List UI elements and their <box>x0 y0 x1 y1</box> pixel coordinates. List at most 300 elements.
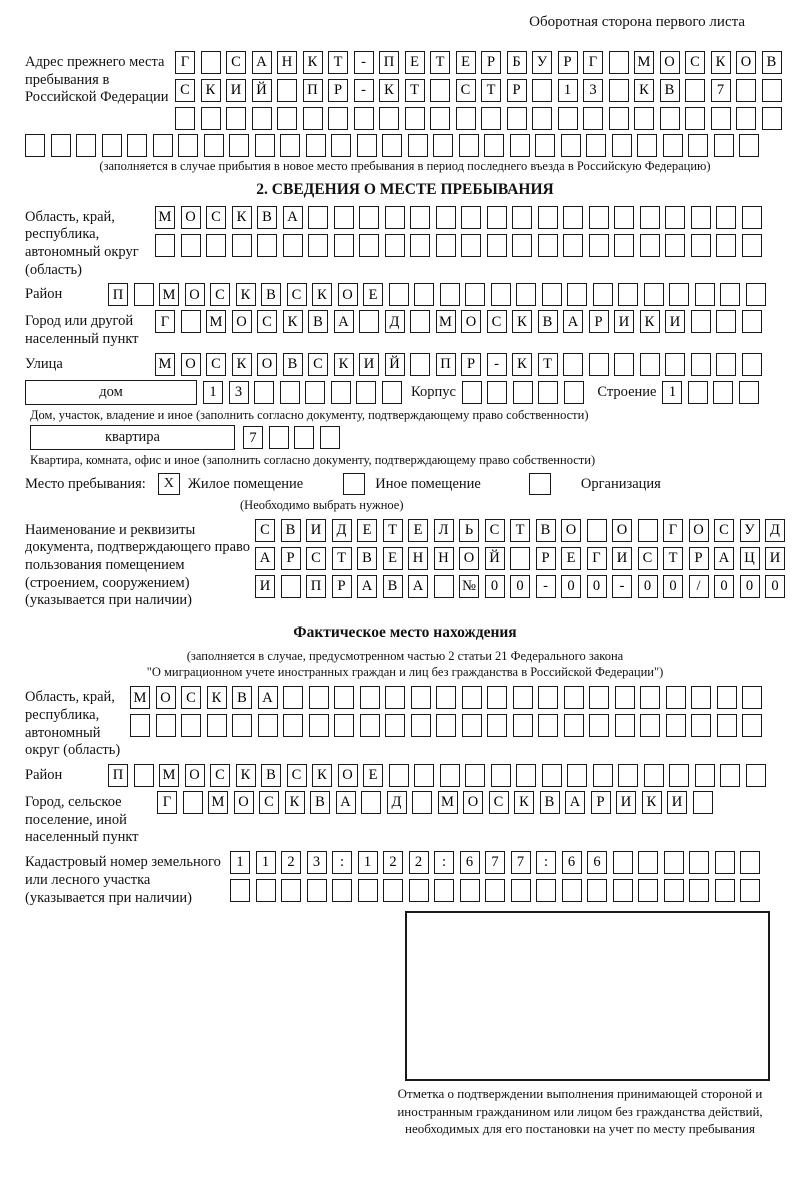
char-cell <box>746 764 766 787</box>
char-cell <box>359 234 379 257</box>
mesto-row <box>25 473 785 495</box>
char-cell: Е <box>405 51 425 74</box>
prev-address-row-3 <box>175 107 787 130</box>
char-cell <box>688 381 708 404</box>
char-cell: А <box>252 51 272 74</box>
prev-address-label: Адрес прежнего места пребывания в Российской Федерации <box>25 54 169 106</box>
char-cell <box>640 686 660 709</box>
char-cell: Р <box>558 51 578 74</box>
char-cell: С <box>210 283 230 306</box>
char-cell: В <box>257 206 277 229</box>
char-cell <box>538 206 558 229</box>
char-cell <box>762 79 782 102</box>
char-cell <box>510 547 530 570</box>
char-cell: Г <box>155 310 175 333</box>
char-cell: Р <box>461 353 481 376</box>
char-cell: Т <box>538 353 558 376</box>
char-cell <box>542 283 562 306</box>
char-cell <box>695 283 715 306</box>
char-cell: С <box>685 51 705 74</box>
char-cell: О <box>232 310 252 333</box>
char-cell: 6 <box>460 851 480 874</box>
char-cell <box>436 206 456 229</box>
stamp-box <box>405 911 770 1081</box>
char-cell: К <box>711 51 731 74</box>
char-cell <box>693 791 713 814</box>
char-cell <box>359 206 379 229</box>
char-cell <box>434 879 454 902</box>
char-cell <box>229 134 249 157</box>
char-cell <box>487 234 507 257</box>
char-cell <box>614 206 634 229</box>
char-cell <box>612 134 632 157</box>
dom-cells <box>203 381 407 404</box>
char-cell: И <box>616 791 636 814</box>
char-cell: Б <box>507 51 527 74</box>
char-cell <box>589 234 609 257</box>
char-cell: - <box>612 575 632 598</box>
char-cell: - <box>354 79 374 102</box>
char-cell <box>382 134 402 157</box>
char-cell: П <box>436 353 456 376</box>
char-cell: В <box>281 519 301 542</box>
field-doc <box>25 519 785 610</box>
prev-address-rows <box>175 51 787 130</box>
char-cell <box>409 879 429 902</box>
raion-row <box>108 283 771 306</box>
char-cell <box>638 519 658 542</box>
char-cell <box>640 234 660 257</box>
oblast-label: Область, край, республика, автономный округ (область) <box>25 208 139 278</box>
prev-address-note: (заполняется в случае прибытия в новое место пребывания в период последнего въезда в Российскую Федерацию) <box>99 159 711 173</box>
char-cell <box>481 107 501 130</box>
char-cell <box>665 353 685 376</box>
char-cell <box>328 107 348 130</box>
char-cell: М <box>634 51 654 74</box>
char-cell: : <box>332 851 352 874</box>
field-prev-address <box>25 51 785 130</box>
field-oblast <box>25 206 785 280</box>
char-cell: К <box>634 79 654 102</box>
char-cell <box>25 134 45 157</box>
char-cell <box>740 851 760 874</box>
char-cell: С <box>308 353 328 376</box>
char-cell: В <box>261 764 281 787</box>
char-cell <box>613 851 633 874</box>
char-cell <box>309 714 329 737</box>
checkbox-zhiloe: X <box>158 473 180 495</box>
char-cell <box>589 686 609 709</box>
option-inoe-label: Иное помещение <box>375 475 481 492</box>
char-cell <box>664 851 684 874</box>
char-cell: П <box>108 764 128 787</box>
char-cell <box>334 714 354 737</box>
char-cell: О <box>181 353 201 376</box>
char-cell: У <box>532 51 552 74</box>
char-cell: : <box>536 851 556 874</box>
char-cell <box>408 134 428 157</box>
char-cell <box>294 426 314 449</box>
char-cell: С <box>206 353 226 376</box>
char-cell: А <box>255 547 275 570</box>
char-cell: О <box>689 519 709 542</box>
char-cell: С <box>489 791 509 814</box>
char-cell: С <box>714 519 734 542</box>
char-cell <box>669 764 689 787</box>
char-cell <box>356 381 376 404</box>
char-cell <box>532 107 552 130</box>
char-cell <box>717 714 737 737</box>
char-cell: К <box>285 791 305 814</box>
char-cell <box>280 134 300 157</box>
char-cell <box>430 79 450 102</box>
char-cell: - <box>487 353 507 376</box>
char-cell: А <box>336 791 356 814</box>
char-cell <box>615 686 635 709</box>
char-cell <box>303 107 323 130</box>
char-cell <box>181 234 201 257</box>
char-cell <box>361 791 381 814</box>
char-cell <box>609 107 629 130</box>
fact-title: Фактическое место нахождения <box>293 624 517 642</box>
char-cell <box>618 283 638 306</box>
char-cell: 2 <box>409 851 429 874</box>
char-cell <box>695 764 715 787</box>
char-cell <box>510 134 530 157</box>
char-cell <box>644 764 664 787</box>
stamp-area <box>380 911 780 1138</box>
char-cell <box>491 283 511 306</box>
char-cell: 0 <box>740 575 760 598</box>
char-cell: - <box>354 51 374 74</box>
char-cell: П <box>108 283 128 306</box>
char-cell: С <box>287 283 307 306</box>
char-cell: К <box>312 764 332 787</box>
char-cell <box>593 764 613 787</box>
char-cell: И <box>255 575 275 598</box>
char-cell <box>516 283 536 306</box>
char-cell: Д <box>387 791 407 814</box>
char-cell <box>379 107 399 130</box>
gorod-label: Город или другой населенный пункт <box>25 313 139 348</box>
char-cell <box>269 426 289 449</box>
char-cell <box>283 234 303 257</box>
char-cell: 0 <box>638 575 658 598</box>
prev-address-row-2 <box>175 79 787 102</box>
char-cell: Т <box>663 547 683 570</box>
doc-row-1 <box>255 519 791 542</box>
char-cell: О <box>459 547 479 570</box>
char-cell: К <box>640 310 660 333</box>
fact-gorod-label: Город, сельское поселение, иной населенный пункт <box>25 794 139 846</box>
char-cell <box>532 79 552 102</box>
char-cell <box>181 714 201 737</box>
char-cell <box>412 791 432 814</box>
char-cell: Д <box>765 519 785 542</box>
char-cell: С <box>175 79 195 102</box>
char-cell: Д <box>385 310 405 333</box>
fact-oblast-label: Область, край, республика, автономный округ (область) <box>25 689 121 759</box>
char-cell <box>634 107 654 130</box>
char-cell <box>206 234 226 257</box>
char-cell: 0 <box>485 575 505 598</box>
char-cell <box>257 234 277 257</box>
char-cell <box>436 714 456 737</box>
fact-gorod-row <box>157 791 718 814</box>
char-cell <box>720 283 740 306</box>
char-cell: Р <box>591 791 611 814</box>
char-cell: 1 <box>358 851 378 874</box>
field-ulitsa <box>25 353 785 376</box>
char-cell <box>587 879 607 902</box>
char-cell: И <box>667 791 687 814</box>
char-cell <box>691 206 711 229</box>
char-cell: Р <box>328 79 348 102</box>
char-cell <box>567 283 587 306</box>
char-cell: А <box>258 686 278 709</box>
char-cell <box>742 686 762 709</box>
char-cell: Ь <box>459 519 479 542</box>
char-cell: 0 <box>663 575 683 598</box>
char-cell: С <box>485 519 505 542</box>
char-cell: М <box>208 791 228 814</box>
char-cell <box>665 234 685 257</box>
char-cell: 1 <box>203 381 223 404</box>
char-cell <box>357 134 377 157</box>
char-cell <box>640 353 660 376</box>
char-cell <box>277 79 297 102</box>
kadastr-row-1 <box>230 851 766 874</box>
char-cell: В <box>310 791 330 814</box>
char-cell <box>715 879 735 902</box>
char-cell <box>305 381 325 404</box>
char-cell: М <box>159 283 179 306</box>
char-cell <box>562 879 582 902</box>
char-cell: С <box>306 547 326 570</box>
korpus-label: Корпус <box>411 383 456 400</box>
char-cell <box>334 234 354 257</box>
fact-note-1: (заполняется в случае, предусмотренном частью 2 статьи 21 Федерального закона <box>186 649 624 664</box>
char-cell <box>410 353 430 376</box>
char-cell <box>102 134 122 157</box>
char-cell: О <box>185 764 205 787</box>
char-cell <box>511 879 531 902</box>
char-cell: И <box>665 310 685 333</box>
char-cell: 7 <box>711 79 731 102</box>
char-cell <box>665 206 685 229</box>
char-cell <box>614 353 634 376</box>
char-cell <box>644 283 664 306</box>
dom-note: Дом, участок, владение и иное (заполнить согласно документу, подтверждающему право собственности) <box>30 407 589 422</box>
char-cell: Р <box>507 79 527 102</box>
char-cell <box>256 879 276 902</box>
doc-rows <box>255 519 791 598</box>
char-cell: М <box>155 206 175 229</box>
char-cell: Р <box>689 547 709 570</box>
char-cell: П <box>303 79 323 102</box>
char-cell <box>564 714 584 737</box>
char-cell <box>226 107 246 130</box>
char-cell: К <box>642 791 662 814</box>
char-cell <box>742 353 762 376</box>
field-gorod <box>25 310 785 348</box>
char-cell <box>589 206 609 229</box>
char-cell: Е <box>383 547 403 570</box>
char-cell <box>691 234 711 257</box>
char-cell <box>742 206 762 229</box>
char-cell <box>459 134 479 157</box>
char-cell <box>385 714 405 737</box>
char-cell <box>691 686 711 709</box>
dom-box: дом <box>25 380 197 405</box>
char-cell: 0 <box>510 575 530 598</box>
char-cell <box>638 879 658 902</box>
char-cell <box>666 714 686 737</box>
char-cell: Н <box>277 51 297 74</box>
char-cell: 2 <box>281 851 301 874</box>
char-cell <box>254 381 274 404</box>
char-cell <box>360 686 380 709</box>
char-cell <box>512 234 532 257</box>
stroenie-label: Строение <box>597 383 657 400</box>
char-cell: Р <box>332 575 352 598</box>
char-cell: М <box>206 310 226 333</box>
char-cell: А <box>408 575 428 598</box>
option-org-label: Организация <box>580 475 661 492</box>
char-cell: К <box>334 353 354 376</box>
char-cell <box>742 310 762 333</box>
char-cell <box>281 575 301 598</box>
char-cell <box>513 714 533 737</box>
char-cell <box>587 519 607 542</box>
char-cell <box>204 134 224 157</box>
fact-raion-label: Район <box>25 767 63 784</box>
char-cell <box>414 283 434 306</box>
char-cell <box>538 686 558 709</box>
char-cell: 0 <box>561 575 581 598</box>
char-cell: Ц <box>740 547 760 570</box>
char-cell: 6 <box>587 851 607 874</box>
char-cell <box>410 234 430 257</box>
char-cell: 1 <box>256 851 276 874</box>
char-cell <box>491 764 511 787</box>
char-cell: К <box>512 353 532 376</box>
header-note: Оборотная сторона первого листа <box>529 14 745 30</box>
char-cell <box>484 134 504 157</box>
char-cell <box>334 206 354 229</box>
char-cell <box>567 764 587 787</box>
char-cell <box>716 310 736 333</box>
char-cell <box>414 764 434 787</box>
char-cell <box>589 714 609 737</box>
char-cell <box>487 381 507 404</box>
char-cell <box>740 879 760 902</box>
char-cell: 1 <box>662 381 682 404</box>
char-cell: И <box>614 310 634 333</box>
char-cell <box>155 234 175 257</box>
char-cell <box>664 879 684 902</box>
char-cell <box>383 879 403 902</box>
char-cell <box>716 234 736 257</box>
char-cell <box>283 686 303 709</box>
char-cell <box>465 764 485 787</box>
kadastr-rows <box>230 851 766 902</box>
char-cell <box>281 879 301 902</box>
char-cell <box>715 851 735 874</box>
char-cell: Р <box>481 51 501 74</box>
char-cell: А <box>565 791 585 814</box>
char-cell <box>436 234 456 257</box>
char-cell <box>277 107 297 130</box>
char-cell: В <box>540 791 560 814</box>
char-cell: М <box>438 791 458 814</box>
char-cell: С <box>206 206 226 229</box>
char-cell <box>711 107 731 130</box>
char-cell <box>666 686 686 709</box>
ulitsa-label: Улица <box>25 355 63 372</box>
char-cell: С <box>255 519 275 542</box>
char-cell: 7 <box>485 851 505 874</box>
field-fact-oblast <box>25 686 785 760</box>
char-cell: С <box>259 791 279 814</box>
field-fact-gorod <box>25 791 785 847</box>
char-cell: Е <box>357 519 377 542</box>
char-cell <box>331 134 351 157</box>
char-cell: Т <box>328 51 348 74</box>
char-cell: С <box>638 547 658 570</box>
char-cell: Е <box>408 519 428 542</box>
char-cell <box>614 234 634 257</box>
char-cell: В <box>283 353 303 376</box>
char-cell: И <box>359 353 379 376</box>
char-cell: И <box>226 79 246 102</box>
char-cell <box>660 107 680 130</box>
char-cell <box>465 283 485 306</box>
char-cell: И <box>306 519 326 542</box>
doc-row-2 <box>255 547 791 570</box>
char-cell <box>178 134 198 157</box>
char-cell: Г <box>663 519 683 542</box>
char-cell <box>640 206 660 229</box>
char-cell <box>691 714 711 737</box>
char-cell <box>156 714 176 737</box>
char-cell: Н <box>434 547 454 570</box>
char-cell: Е <box>561 547 581 570</box>
char-cell <box>358 879 378 902</box>
char-cell <box>538 714 558 737</box>
char-cell: Г <box>583 51 603 74</box>
oblast-row-1 <box>155 206 767 229</box>
char-cell: 3 <box>229 381 249 404</box>
ulitsa-row <box>155 353 767 376</box>
char-cell <box>487 206 507 229</box>
char-cell <box>739 381 759 404</box>
char-cell <box>538 234 558 257</box>
char-cell <box>561 134 581 157</box>
char-cell: 0 <box>714 575 734 598</box>
kvartira-cells <box>243 426 345 449</box>
char-cell: Й <box>385 353 405 376</box>
prev-address-row-1 <box>175 51 787 74</box>
kvartira-note: Квартира, комната, офис и иное (заполнить согласно документу, подтверждающему право собственности) <box>30 453 596 468</box>
char-cell: К <box>232 206 252 229</box>
char-cell: / <box>689 575 709 598</box>
char-cell <box>410 206 430 229</box>
char-cell <box>389 283 409 306</box>
char-cell <box>334 686 354 709</box>
char-cell <box>385 234 405 257</box>
char-cell: О <box>338 283 358 306</box>
